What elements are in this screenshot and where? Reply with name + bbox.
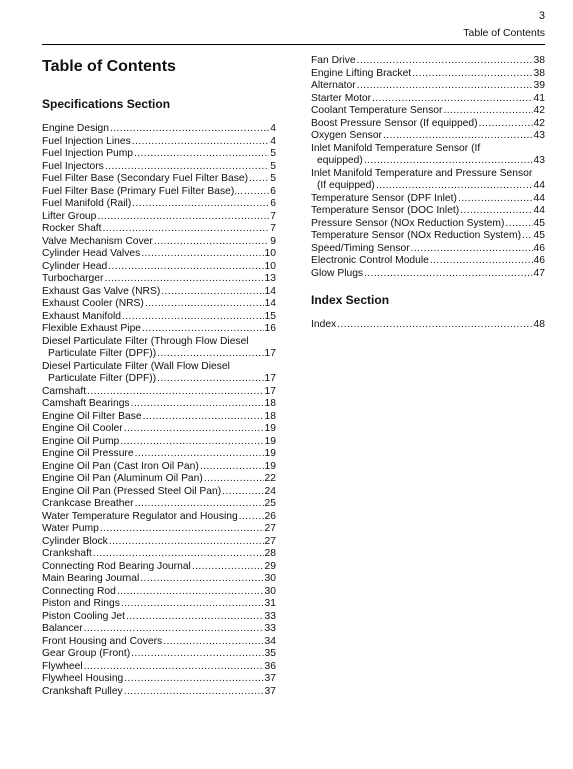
toc-entry[interactable] (42, 423, 276, 436)
toc-entry-page-number: 30 (264, 585, 276, 597)
toc-entry-title: Exhaust Gas Valve (NRS) (42, 285, 161, 297)
toc-entry-title: Fuel Injectors (42, 160, 104, 172)
toc-entry[interactable] (42, 361, 276, 386)
dot-leader (357, 55, 533, 68)
toc-entry-page-number: 5 (270, 148, 276, 159)
dot-leader (161, 286, 263, 299)
toc-entry[interactable] (42, 161, 276, 174)
dot-leader (132, 136, 270, 149)
toc-entry-page-number: 19 (264, 423, 276, 434)
dot-leader (192, 561, 264, 574)
toc-entry[interactable] (311, 243, 545, 256)
toc-entry-page-number: 38 (533, 67, 545, 79)
toc-entry[interactable] (42, 198, 276, 211)
toc-entry-title: Cylinder Head (42, 260, 108, 272)
toc-entry-title: Engine Oil Pan (Aluminum Oil Pan) (42, 473, 203, 484)
toc-entry[interactable] (42, 448, 276, 461)
dot-leader (143, 411, 264, 424)
toc-entry[interactable] (42, 486, 276, 499)
dot-leader (163, 636, 263, 649)
toc-entry-page-number: 17 (264, 373, 276, 384)
dot-leader (140, 573, 263, 586)
dot-leader (411, 243, 533, 256)
toc-entry-page-number: 10 (264, 260, 276, 272)
dot-leader (222, 486, 263, 499)
toc-entry-title: Main Bearing Journal (42, 573, 140, 584)
toc-entry-page-number: 6 (270, 198, 276, 209)
specifications-entry-list-continued (311, 55, 545, 280)
header-rule (42, 44, 545, 45)
toc-entry-page-number: 7 (270, 210, 276, 222)
toc-entry[interactable] (311, 80, 545, 93)
toc-entry-page-number: 5 (270, 173, 276, 184)
toc-entry-page-number: 28 (264, 548, 276, 559)
toc-entry-page-number: 29 (264, 560, 276, 572)
toc-entry-page-number: 37 (264, 685, 276, 697)
toc-entry[interactable] (42, 248, 276, 261)
toc-entry-page-number: 37 (264, 673, 276, 684)
toc-entry[interactable] (42, 236, 276, 249)
dot-leader (109, 536, 264, 549)
toc-entry-title: Crankshaft Pulley (42, 685, 123, 697)
dot-leader (105, 161, 269, 174)
toc-entry-title: Exhaust Manifold (42, 310, 121, 322)
index-section-heading: Index Section (311, 293, 390, 307)
toc-entry-title: Engine Lifting Bracket (311, 67, 412, 79)
toc-entry-title: Inlet Manifold Temperature Sensor (If (311, 142, 481, 154)
toc-entry-title: Starter Motor (311, 92, 372, 104)
toc-entry-page-number: 44 (533, 192, 545, 204)
toc-entry-page-number: 35 (264, 648, 276, 659)
toc-entry-title: Engine Oil Pump (42, 435, 120, 447)
toc-entry-page-number: 24 (264, 485, 276, 497)
toc-entry-title-continued: (If equipped) (317, 180, 375, 191)
dot-leader (154, 236, 269, 249)
toc-entry-title: Water Temperature Regulator and Housing (42, 510, 238, 522)
toc-entry-title: Boost Pressure Sensor (If equipped) (311, 117, 478, 129)
dot-leader (124, 423, 264, 436)
toc-entry[interactable] (311, 319, 545, 332)
toc-entry-page-number: 47 (533, 267, 545, 279)
toc-entry[interactable] (311, 205, 545, 218)
toc-entry-page-number: 46 (533, 242, 545, 254)
dot-leader (505, 218, 532, 231)
toc-entry[interactable] (42, 536, 276, 549)
toc-entry-page-number: 43 (533, 155, 545, 166)
toc-entry[interactable] (42, 611, 276, 624)
toc-entry-page-number: 26 (264, 510, 276, 522)
dot-leader (430, 255, 533, 268)
dot-leader (126, 611, 264, 624)
dot-leader (131, 648, 263, 661)
toc-entry[interactable] (42, 123, 276, 136)
toc-entry-title: Fuel Manifold (Rail) (42, 198, 132, 209)
toc-entry-title: Engine Oil Pressure (42, 448, 134, 459)
dot-leader (108, 261, 263, 274)
specifications-section-heading: Specifications Section (42, 97, 171, 111)
toc-entry-page-number: 34 (264, 635, 276, 647)
toc-entry-title: Diesel Particulate Filter (Through Flow Diesel (42, 335, 249, 347)
toc-entry[interactable] (42, 586, 276, 599)
toc-entry[interactable] (42, 398, 276, 411)
toc-entry-title: Fuel Filter Base (Secondary Fuel Filter Base) (42, 173, 249, 184)
toc-entry-page-number: 48 (533, 319, 545, 330)
toc-entry-page-number: 19 (264, 448, 276, 459)
toc-entry[interactable] (42, 273, 276, 286)
toc-entry[interactable] (42, 548, 276, 561)
toc-entry-title: Temperature Sensor (DOC Inlet) (311, 205, 460, 216)
dot-leader (122, 311, 264, 324)
dot-leader (124, 673, 263, 686)
toc-entry-title: Glow Plugs (311, 267, 364, 279)
toc-entry-title: Flywheel (42, 660, 83, 672)
toc-entry[interactable] (311, 168, 545, 193)
toc-entry[interactable] (42, 636, 276, 649)
toc-entry-page-number: 6 (270, 185, 276, 197)
toc-entry-title: Connecting Rod (42, 585, 116, 597)
toc-entry-page-number: 18 (264, 398, 276, 409)
toc-entry[interactable] (42, 623, 276, 636)
toc-entry[interactable] (311, 93, 545, 106)
toc-entry-title: Oxygen Sensor (311, 130, 382, 141)
toc-entry-page-number: 4 (270, 135, 276, 147)
toc-entry[interactable] (42, 211, 276, 224)
toc-entry-page-number: 25 (264, 498, 276, 509)
toc-entry[interactable] (42, 186, 276, 199)
toc-entry[interactable] (42, 323, 276, 336)
toc-entry-title: Cylinder Block (42, 535, 108, 547)
toc-entry[interactable] (311, 105, 545, 118)
dot-leader (383, 130, 533, 143)
toc-entry-title: Front Housing and Covers (42, 635, 163, 647)
dot-leader (458, 193, 533, 206)
toc-entry[interactable] (42, 561, 276, 574)
toc-entry[interactable] (42, 286, 276, 299)
toc-entry[interactable] (42, 461, 276, 474)
dot-leader (131, 398, 264, 411)
toc-entry-title: Cylinder Head Valves (42, 248, 141, 259)
toc-entry-title: Exhaust Cooler (NRS) (42, 298, 144, 309)
toc-entry-page-number: 7 (270, 223, 276, 234)
toc-entry-title: Inlet Manifold Temperature and Pressure Sensor (311, 167, 533, 179)
toc-left-column (42, 55, 276, 698)
toc-entry-title: Engine Oil Cooler (42, 423, 123, 434)
toc-entry[interactable] (42, 511, 276, 524)
toc-entry-page-number: 42 (533, 117, 545, 129)
toc-entry-title-continued: Particulate Filter (DPF)) (48, 348, 157, 359)
dot-leader (120, 436, 263, 449)
toc-entry-page-number: 9 (270, 235, 276, 247)
dot-leader (132, 198, 269, 211)
dot-leader (443, 105, 532, 118)
toc-entry-page-number: 27 (264, 523, 276, 534)
toc-entry-title: Flywheel Housing (42, 673, 124, 684)
dot-leader (364, 268, 532, 281)
toc-entry-title: Fuel Injection Lines (42, 135, 131, 147)
dot-leader (87, 386, 263, 399)
toc-entry-title: Engine Oil Pan (Cast Iron Oil Pan) (42, 460, 199, 472)
toc-entry-page-number: 17 (264, 348, 276, 359)
dot-leader (84, 661, 264, 674)
dot-leader (110, 123, 269, 136)
toc-entry[interactable] (42, 148, 276, 161)
dot-leader (142, 323, 264, 336)
toc-entry-title: Rocker Shaft (42, 223, 102, 234)
dot-leader (460, 205, 532, 218)
toc-entry-page-number: 15 (264, 310, 276, 322)
toc-entry[interactable] (42, 523, 276, 536)
dot-leader (97, 211, 269, 224)
dot-leader (522, 230, 533, 243)
toc-entry[interactable] (311, 143, 545, 168)
toc-entry-page-number: 4 (270, 123, 276, 134)
dot-leader (200, 461, 264, 474)
toc-entry-page-number: 45 (533, 230, 545, 241)
toc-entry[interactable] (311, 268, 545, 281)
toc-entry-title: Pressure Sensor (NOx Reduction System) (311, 217, 505, 229)
toc-entry-page-number: 17 (264, 385, 276, 397)
toc-entry-title: Speed/Timing Sensor (311, 242, 410, 254)
toc-entry[interactable] (42, 386, 276, 399)
toc-entry[interactable] (311, 55, 545, 68)
toc-entry[interactable] (311, 130, 545, 143)
toc-entry[interactable] (42, 473, 276, 486)
toc-entry-page-number: 22 (264, 473, 276, 484)
dot-leader (117, 586, 264, 599)
toc-entry[interactable] (42, 136, 276, 149)
dot-leader (100, 523, 264, 536)
toc-entry-page-number: 46 (533, 255, 545, 266)
toc-entry-title: Fuel Filter Base (Primary Fuel Filter Base)... (42, 185, 243, 197)
toc-entry-page-number: 19 (264, 435, 276, 447)
toc-entry-page-number: 30 (264, 573, 276, 584)
toc-entry-page-number: 31 (264, 598, 276, 609)
dot-leader (337, 319, 532, 332)
toc-entry-title: Engine Design (42, 123, 109, 134)
toc-entry[interactable] (42, 336, 276, 361)
dot-leader (103, 223, 270, 236)
page-title: Table of Contents (42, 58, 176, 75)
toc-entry-title: Camshaft Bearings (42, 398, 130, 409)
toc-entry-title: Water Pump (42, 523, 99, 534)
toc-entry-title: Engine Oil Pan (Pressed Steel Oil Pan) (42, 485, 222, 497)
toc-entry-page-number: 13 (264, 273, 276, 284)
toc-entry-title: Coolant Temperature Sensor (311, 105, 443, 116)
toc-entry-title: Turbocharger (42, 273, 104, 284)
toc-entry[interactable] (42, 311, 276, 324)
toc-entry-title: Engine Oil Filter Base (42, 410, 142, 422)
toc-entry-page-number: 42 (533, 105, 545, 116)
toc-entry[interactable] (42, 261, 276, 274)
toc-entry[interactable] (311, 230, 545, 243)
toc-entry-title-continued: equipped) (317, 155, 363, 166)
dot-leader (244, 186, 269, 199)
toc-entry[interactable] (311, 68, 545, 81)
running-header: Table of Contents (463, 27, 545, 39)
toc-entry-title: Piston and Rings (42, 598, 120, 609)
toc-entry-title: Crankcase Breather (42, 498, 134, 509)
toc-entry-page-number: 43 (533, 130, 545, 141)
toc-entry-page-number: 14 (264, 298, 276, 309)
toc-entry[interactable] (42, 298, 276, 311)
dot-leader (121, 598, 264, 611)
toc-entry-page-number: 33 (264, 610, 276, 622)
toc-entry[interactable] (42, 498, 276, 511)
page-number: 3 (538, 10, 545, 22)
dot-leader (157, 373, 263, 386)
toc-entry[interactable] (311, 118, 545, 131)
toc-entry-title: Crankshaft (42, 548, 92, 559)
toc-entry-title: Diesel Particulate Filter (Wall Flow Diesel (42, 360, 230, 372)
toc-entry-page-number: 39 (533, 80, 545, 91)
toc-entry-page-number: 16 (264, 323, 276, 334)
toc-entry-title: Temperature Sensor (NOx Reduction System) (311, 230, 522, 241)
toc-entry[interactable] (311, 193, 545, 206)
toc-entry[interactable] (42, 436, 276, 449)
toc-entry-page-number: 14 (264, 285, 276, 297)
toc-entry-page-number: 41 (533, 92, 545, 104)
toc-entry-title: Temperature Sensor (DPF Inlet) (311, 192, 457, 204)
dot-leader (135, 448, 264, 461)
toc-entry-page-number: 44 (533, 205, 545, 216)
dot-leader (376, 180, 533, 193)
toc-entry-page-number: 44 (533, 180, 545, 191)
toc-entry[interactable] (42, 223, 276, 236)
toc-entry[interactable] (311, 218, 545, 231)
toc-entry-page-number: 33 (264, 623, 276, 634)
dot-leader (357, 80, 533, 93)
toc-entry[interactable] (42, 598, 276, 611)
toc-entry-title: Piston Cooling Jet (42, 610, 125, 622)
toc-entry-page-number: 19 (264, 460, 276, 472)
dot-leader (135, 498, 264, 511)
toc-entry-title: Electronic Control Module (311, 255, 429, 266)
toc-entry-page-number: 36 (264, 660, 276, 672)
toc-entry-title-continued: Particulate Filter (DPF)) (48, 373, 157, 384)
toc-entry-page-number: 45 (533, 217, 545, 229)
dot-leader (157, 348, 263, 361)
dot-leader (412, 68, 532, 81)
toc-entry-title: Camshaft (42, 385, 87, 397)
dot-leader (134, 148, 269, 161)
toc-entry-title: Alternator (311, 80, 356, 91)
toc-entry[interactable] (311, 255, 545, 268)
toc-entry-title: Flexible Exhaust Pipe (42, 323, 142, 334)
dot-leader (145, 298, 264, 311)
index-entry-list (311, 319, 545, 332)
toc-right-column (311, 55, 545, 332)
toc-entry-page-number: 5 (270, 160, 276, 172)
dot-leader (479, 118, 533, 131)
dot-leader (104, 273, 263, 286)
toc-entry-title: Connecting Rod Bearing Journal (42, 560, 191, 572)
dot-leader (124, 686, 264, 699)
toc-entry-title: Fan Drive (311, 55, 356, 66)
dot-leader (204, 473, 264, 486)
toc-entry[interactable] (42, 661, 276, 674)
toc-entry-title: Gear Group (Front) (42, 648, 131, 659)
specifications-entry-list (42, 123, 276, 698)
toc-entry[interactable] (42, 411, 276, 424)
dot-leader (239, 511, 264, 524)
toc-entry[interactable] (42, 648, 276, 661)
toc-entry[interactable] (42, 686, 276, 699)
toc-entry-title: Index (311, 319, 337, 330)
toc-entry-title: Balancer (42, 623, 83, 634)
dot-leader (372, 93, 532, 106)
toc-entry[interactable] (42, 573, 276, 586)
toc-entry[interactable] (42, 673, 276, 686)
toc-entry[interactable] (42, 173, 276, 186)
toc-entry-page-number: 38 (533, 55, 545, 66)
toc-entry-page-number: 27 (264, 535, 276, 547)
dot-leader (84, 623, 264, 636)
toc-entry-page-number: 18 (264, 410, 276, 422)
toc-entry-title: Fuel Injection Pump (42, 148, 134, 159)
toc-entry-title: Lifter Group (42, 210, 97, 222)
toc-entry-title: Valve Mechanism Cover (42, 235, 153, 247)
dot-leader (141, 248, 263, 261)
dot-leader (364, 155, 533, 168)
dot-leader (93, 548, 264, 561)
toc-entry-page-number: 10 (264, 248, 276, 259)
dot-leader (249, 173, 269, 186)
